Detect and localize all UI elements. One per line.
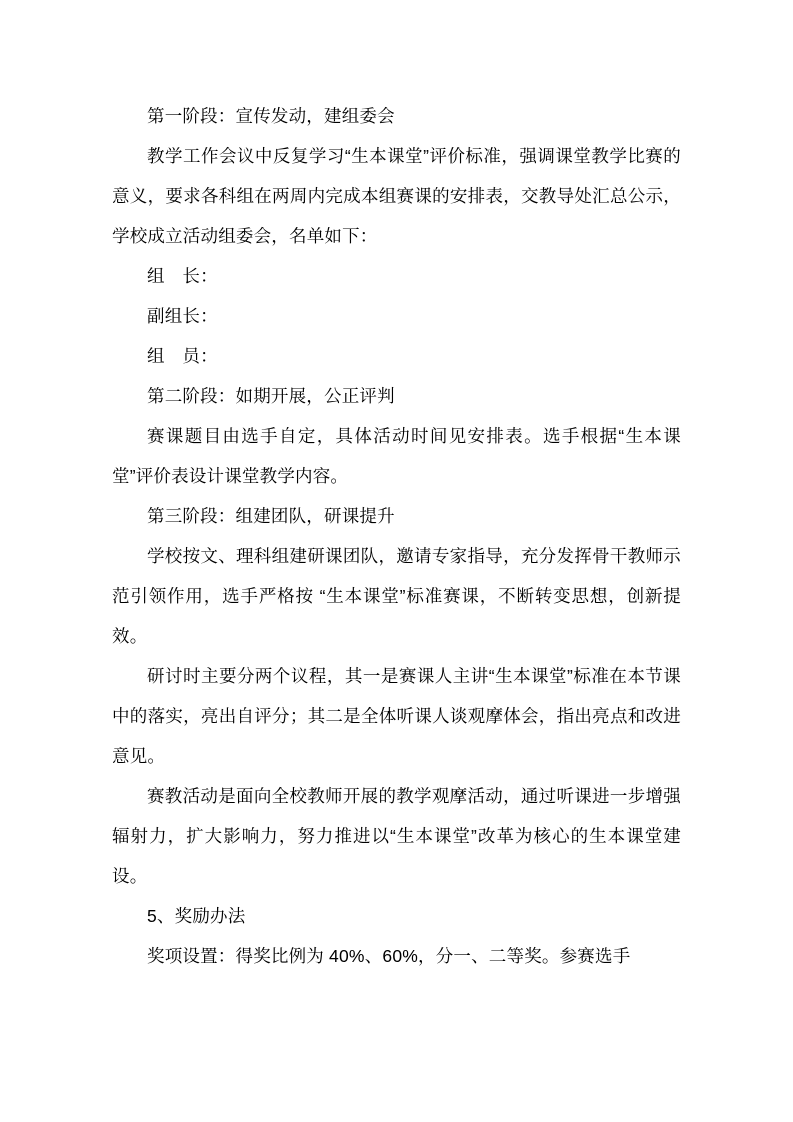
paragraph-award-method-heading: 5、奖励办法 <box>147 906 246 926</box>
paragraph-stage-one-heading: 第一阶段：宣传发动，建组委会 <box>147 106 395 126</box>
paragraph-award-setup: 奖项设置：得奖比例为 40%、60%，分一、二等奖。参赛选手 <box>147 946 631 966</box>
paragraph-group-leader: 组 长： <box>147 266 218 286</box>
paragraph-stage-three-body: 学校按文、理科组建研课团队，邀请专家指导，充分发挥骨干教师示范引领作用，选手严格按 “生本课堂”标准赛课，不断转变思想，创新提效。 <box>112 546 681 646</box>
paragraph-discussion-agenda: 研讨时主要分两个议程，其一是赛课人主讲“生本课堂”标准在本节课中的落实，亮出自评分；其二是全体听课人谈观摩体会，指出亮点和改进意见。 <box>112 666 681 766</box>
paragraph-stage-three-heading: 第三阶段：组建团队，研课提升 <box>147 506 395 526</box>
paragraph-stage-one-body: 教学工作会议中反复学习“生本课堂”评价标准，强调课堂教学比赛的意义，要求各科组在两周内完成本组赛课的安排表，交教导处汇总公示，学校成立活动组委会，名单如下： <box>112 146 681 246</box>
paragraph-activity-purpose: 赛教活动是面向全校教师开展的教学观摩活动，通过听课进一步增强辐射力，扩大影响力，努力推进以“生本课堂”改革为核心的生本课堂建设。 <box>112 786 681 886</box>
paragraph-group-members: 组 员： <box>147 346 218 366</box>
paragraph-stage-two-body: 赛课题目由选手自定，具体活动时间见安排表。选手根据“生本课堂”评价表设计课堂教学内容。 <box>112 426 681 486</box>
paragraph-deputy-leader: 副组长： <box>147 306 218 326</box>
paragraph-stage-two-heading: 第二阶段：如期开展，公正评判 <box>147 386 395 406</box>
document-body <box>112 96 681 976</box>
